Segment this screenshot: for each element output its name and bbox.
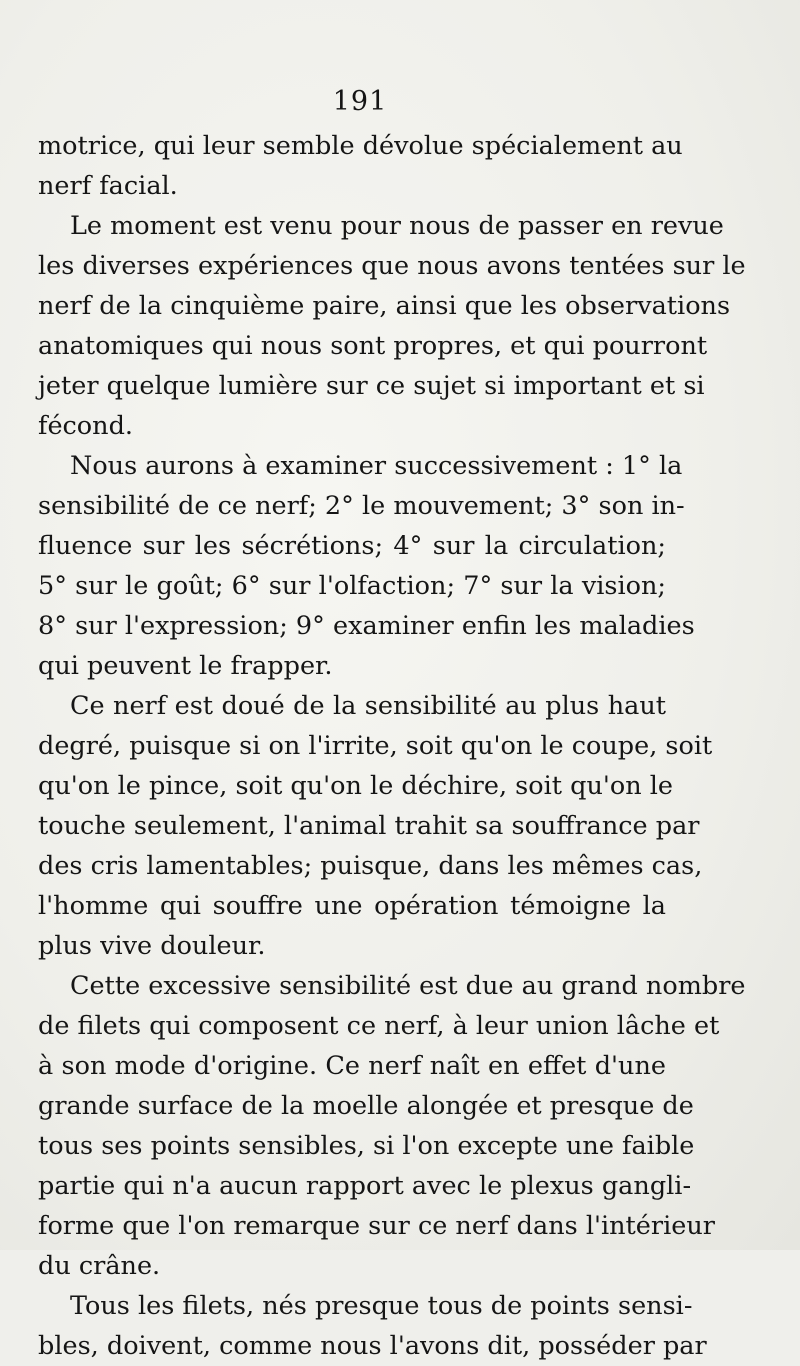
- text-line: les diverses expériences que nous avons tentées sur le: [38, 251, 746, 281]
- text-line: sensibilité de ce nerf; 2° le mouvement; 3° son in-: [38, 491, 685, 521]
- body-text: [38, 126, 746, 1366]
- text-line: des cris lamentables; puisque, dans les mêmes cas,: [38, 851, 703, 881]
- text-line: tous ses points sensibles, si l'on excepte une faible: [38, 1131, 695, 1161]
- text-line: bles, doivent, comme nous l'avons dit, posséder par: [38, 1331, 707, 1361]
- text-line: Tous les filets, nés presque tous de points sensi-: [70, 1291, 693, 1321]
- text-line: de filets qui composent ce nerf, à leur union lâche et: [38, 1011, 720, 1041]
- text-line: anatomiques qui nous sont propres, et qui pourront: [38, 331, 708, 361]
- text-line: forme que l'on remarque sur ce nerf dans l'intérieur: [38, 1211, 715, 1241]
- text-line: nerf de la cinquième paire, ainsi que les observations: [38, 291, 731, 321]
- text-line: 8° sur l'expression; 9° examiner enfin les maladies: [38, 611, 695, 641]
- text-line: fécond.: [38, 411, 134, 441]
- text-line: Cette excessive sensibilité est due au grand nombre: [70, 971, 746, 1001]
- text-line: qui peuvent le frapper.: [38, 651, 333, 681]
- text-line: motrice, qui leur semble dévolue spécialement au: [38, 131, 683, 161]
- text-line: Nous aurons à examiner successivement : 1° la: [70, 451, 683, 481]
- text-line: degré, puisque si on l'irrite, soit qu'on le coupe, soit: [38, 731, 713, 761]
- text-line: l'homme qui souffre une opération témoigne la: [38, 891, 666, 921]
- text-line: 5° sur le goût; 6° sur l'olfaction; 7° sur la vision;: [38, 571, 666, 601]
- text-line: qu'on le pince, soit qu'on le déchire, soit qu'on le: [38, 771, 674, 801]
- text-line: jeter quelque lumière sur ce sujet si important et si: [38, 371, 705, 401]
- text-line: à son mode d'origine. Ce nerf naît en effet d'une: [38, 1051, 666, 1081]
- text-line: grande surface de la moelle alongée et presque de: [38, 1091, 694, 1121]
- text-line: touche seulement, l'animal trahit sa souffrance par: [38, 811, 700, 841]
- text-line: du crâne.: [38, 1251, 161, 1281]
- text-line: nerf facial.: [38, 171, 178, 201]
- text-line: plus vive douleur.: [38, 931, 266, 961]
- page-number: 191: [332, 86, 388, 117]
- text-line: Le moment est venu pour nous de passer en revue: [70, 211, 724, 241]
- text-line: Ce nerf est doué de la sensibilité au plus haut: [70, 691, 666, 721]
- text-line: fluence sur les sécrétions; 4° sur la circulation;: [38, 531, 666, 561]
- text-line: partie qui n'a aucun rapport avec le plexus gangli-: [38, 1171, 692, 1201]
